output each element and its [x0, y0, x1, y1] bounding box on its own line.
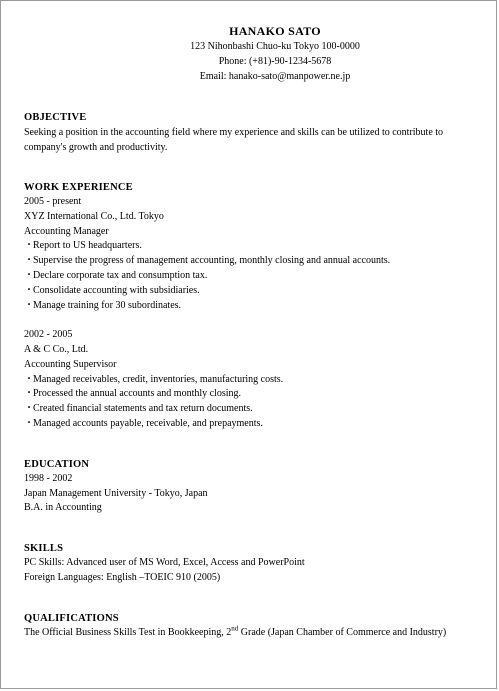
job-role: Accounting Manager	[24, 225, 109, 237]
bullet-icon: ・	[24, 240, 34, 252]
phone-line: Phone: (+81)-90-1234-5678	[218, 56, 332, 67]
email-line: Email: hanako-sato@manpower.ne.jp	[199, 71, 351, 82]
qualifications-section	[24, 612, 476, 641]
bullet-icon: ・	[24, 255, 34, 267]
skills-pc: PC Skills: Advanced user of MS Word, Excel, Access and PowerPoint	[24, 557, 305, 569]
job-period: 2005 - present	[24, 196, 82, 207]
skills-section	[24, 542, 476, 586]
qualifications-title: QUALIFICATIONS	[24, 612, 119, 624]
job-period: 2002 - 2005	[24, 329, 73, 341]
bullet-icon: ・	[24, 299, 34, 311]
job-bullet: ・Report to US headquarters.	[24, 239, 476, 254]
job-entry	[24, 328, 476, 432]
job-bullet: ・Declare corporate tax and consumption tax.	[24, 269, 476, 284]
bullet-icon: ・	[24, 284, 34, 296]
qualification-item: The Official Business Skills Test in Bookkeeping, 2nd Grade (Japan Chamber of Commerce and Industry)	[24, 624, 447, 638]
bullet-icon: ・	[24, 417, 34, 429]
job-bullet: ・Consolidate accounting with subsidiaries.	[24, 284, 476, 299]
education-period: 1998 - 2002	[24, 472, 73, 484]
bullet-icon: ・	[24, 388, 34, 400]
job-bullet: ・Supervise the progress of management accounting, monthly closing and annual accounts.	[24, 254, 476, 269]
job-bullet: ・Created financial statements and tax return documents.	[24, 402, 476, 417]
job-role: Accounting Supervisor	[24, 358, 117, 370]
job-bullet: ・Managed accounts payable, receivable, and prepayments.	[24, 417, 476, 432]
bullet-icon: ・	[24, 269, 34, 281]
objective-text: Seeking a position in the accounting field where my experience and skills can be utilized to contribute to company's growth and productivity.	[24, 127, 444, 153]
candidate-name: HANAKO SATO	[229, 24, 321, 38]
education-title: EDUCATION	[24, 458, 90, 470]
bullet-icon: ・	[24, 403, 34, 415]
education-section	[24, 458, 476, 516]
bullet-icon: ・	[24, 373, 34, 385]
job-bullet: ・Manage training for 30 subordinates.	[24, 299, 476, 314]
skills-title: SKILLS	[24, 543, 64, 555]
job-bullet: ・Processed the annual accounts and monthly closing.	[24, 387, 476, 402]
education-school: Japan Management University - Tokyo, Japan	[24, 487, 208, 499]
address-line: 123 Nihonbashi Chuo-ku Tokyo 100-0000	[190, 41, 360, 52]
work-experience-title: WORK EXPERIENCE	[24, 182, 133, 193]
objective-title: OBJECTIVE	[24, 112, 87, 123]
skills-languages: Foreign Languages: English –TOEIC 910 (2005)	[24, 571, 221, 583]
objective-section	[24, 111, 476, 155]
job-bullet: ・Managed receivables, credit, inventories, manufacturing costs.	[24, 373, 476, 388]
job-company: XYZ International Co., Ltd. Tokyo	[24, 210, 164, 222]
education-degree: B.A. in Accounting	[24, 502, 102, 514]
work-experience-section	[24, 181, 476, 432]
job-entry	[24, 195, 476, 313]
resume-header	[24, 1, 476, 84]
job-company: A & C Co., Ltd.	[24, 343, 89, 355]
